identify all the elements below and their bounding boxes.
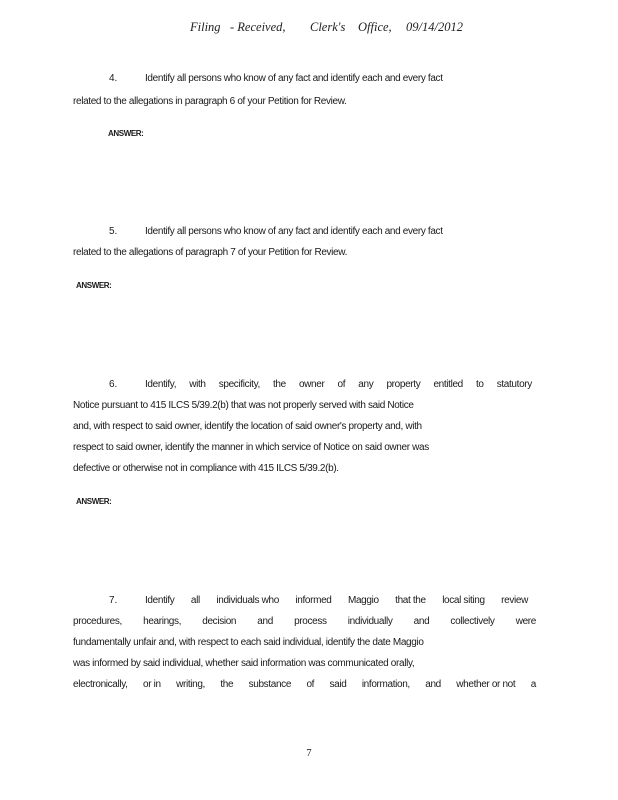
item-7-number: 7. [109,595,118,606]
item-6-line-1 [145,379,532,390]
word: to [475,379,484,390]
word: owner [298,379,325,390]
item-5-line-2: related to the allegations of paragraph 7 of your Petition for Review. [73,247,348,258]
word: review [501,595,528,606]
item-6-number: 6. [109,379,118,390]
word: electronically, [73,679,128,690]
word: procedures, [73,616,122,627]
item-7-line-1 [145,595,528,606]
item-5-number: 5. [109,226,118,237]
word: whether or not [456,679,516,690]
word: said [329,679,347,690]
word: the [273,379,286,390]
item-6-line-5: defective or otherwise not in compliance with 415 ILCS 5/39.2(b). [73,463,339,474]
word: all [190,595,200,606]
header-clerks: Clerk's [310,20,346,34]
item-5-line-1: Identify all persons who know of any fact and identify each and every fact [145,226,443,237]
word: decision [202,616,237,627]
word: substance [248,679,292,690]
item-7-line-5 [73,679,536,690]
item-5-answer-label: ANSWER: [76,281,112,290]
word: and [425,679,441,690]
item-4-line-2: related to the allegations in paragraph 6 of your Petition for Review. [73,96,347,107]
word: and [257,616,273,627]
item-7-line-4: was informed by said individual, whether said information was communicated orally, [73,658,415,669]
word: hearings, [143,616,182,627]
word: or in [142,679,161,690]
word: information, [361,679,410,690]
item-7-line-2 [73,616,536,627]
item-4-line-1: Identify all persons who know of any fact and identify each and every fact [145,73,443,84]
word: any [358,379,374,390]
word: process [294,616,327,627]
word: Identify [145,595,175,606]
word: that the [395,595,426,606]
page-number: 7 [306,748,312,759]
item-4-number: 4. [109,73,118,84]
item-6-answer-label: ANSWER: [76,497,112,506]
item-6-line-2: Notice pursuant to 415 ILCS 5/39.2(b) that was not properly served with said Notice [73,400,414,411]
word: individually [347,616,393,627]
word: of [306,679,315,690]
word: entitled [433,379,463,390]
word: Identify, [145,379,177,390]
header-office: Office, [358,20,392,34]
word: collectively [450,616,495,627]
word: informed [295,595,332,606]
word: of [337,379,346,390]
word: specificity, [218,379,260,390]
word: local siting [442,595,485,606]
item-4-answer-label: ANSWER: [108,129,144,138]
word: were [515,616,536,627]
word: writing, [176,679,205,690]
item-7-line-3: fundamentally unfair and, with respect to each said individual, identify the date Maggio [73,637,424,648]
word: a [530,679,536,690]
word: with [189,379,206,390]
item-6-line-4: respect to said owner, identify the manner in which service of Notice on said owner was [73,442,429,453]
header-date: 09/14/2012 [406,20,463,34]
header-filing: Filing [190,20,221,34]
word: the [220,679,234,690]
word: Maggio [347,595,379,606]
word: property [386,379,421,390]
item-6-line-3: and, with respect to said owner, identify the location of said owner's property and, with [73,421,422,432]
header-received: - Received, [230,20,286,34]
word: and [413,616,430,627]
word: statutory [496,379,532,390]
word: individuals who [216,595,279,606]
